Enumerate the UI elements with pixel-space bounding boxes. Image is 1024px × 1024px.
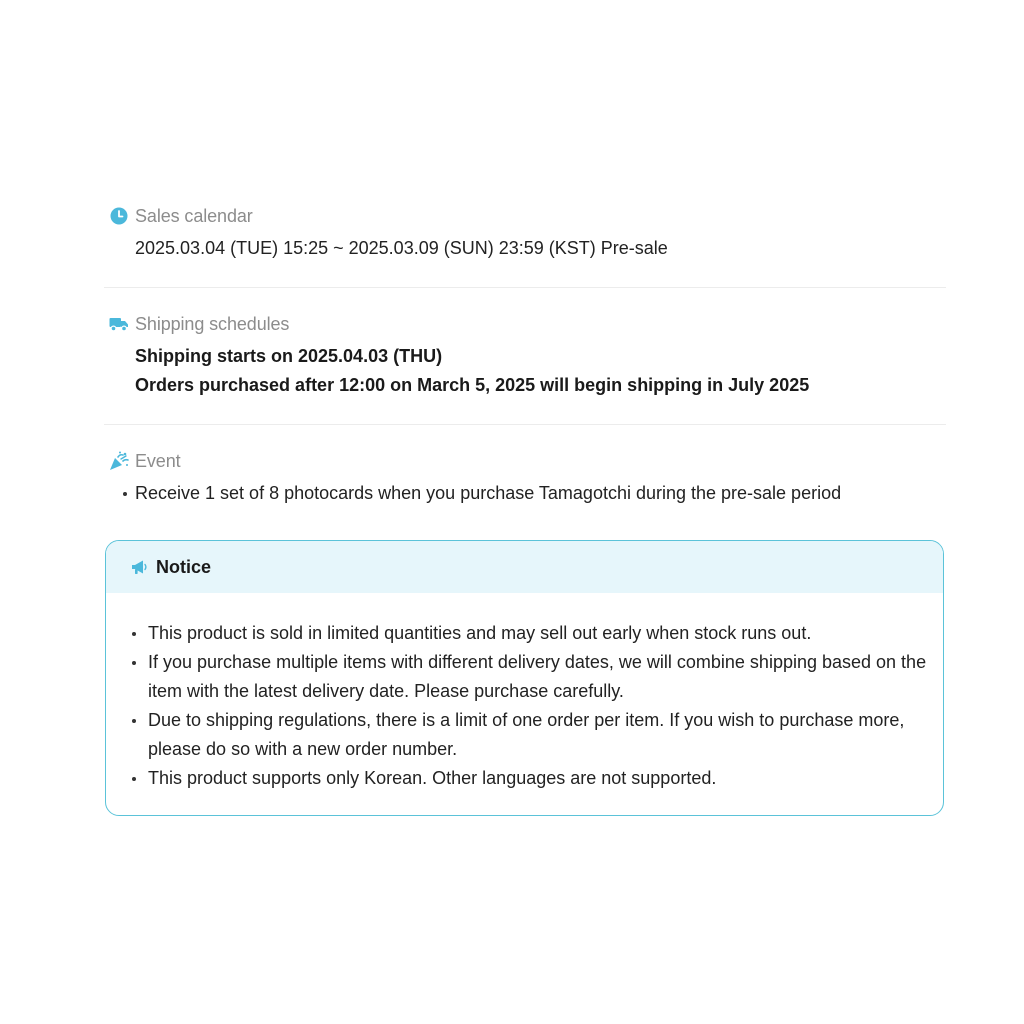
sales-calendar-header	[104, 204, 946, 228]
sales-calendar-title: Sales calendar	[135, 205, 253, 226]
event-list	[104, 479, 946, 508]
list-item: This product is sold in limited quantities and may sell out early when stock runs out.	[132, 619, 927, 648]
shipping-title: Shipping schedules	[135, 313, 290, 334]
list-item: If you purchase multiple items with different delivery dates, we will combine shipping based on the item with the latest delivery date. Please purchase carefully.	[132, 648, 927, 706]
party-popper-icon	[109, 451, 129, 471]
notice-list	[106, 619, 943, 793]
list-item: Receive 1 set of 8 photocards when you purchase Tamagotchi during the pre-sale period	[122, 479, 946, 508]
event-section	[104, 425, 946, 508]
shipping-details	[135, 342, 946, 400]
product-info	[104, 200, 946, 508]
list-item: Due to shipping regulations, there is a limit of one order per item. If you wish to purchase more, please do so with a new order number.	[132, 706, 927, 764]
shipping-late-order-line: Orders purchased after 12:00 on March 5, 2025 will begin shipping in July 2025	[135, 375, 810, 395]
sales-period: 2025.03.04 (TUE) 15:25 ~ 2025.03.09 (SUN) 23:59 (KST) Pre-sale	[135, 238, 668, 258]
megaphone-icon	[130, 558, 148, 576]
shipping-section	[104, 288, 946, 400]
clock-icon	[109, 206, 129, 226]
list-item: This product supports only Korean. Other languages are not supported.	[132, 764, 927, 793]
shipping-header	[104, 312, 946, 336]
truck-icon	[109, 314, 129, 334]
notice-header	[106, 541, 943, 593]
event-title: Event	[135, 450, 181, 471]
shipping-start-line: Shipping starts on 2025.04.03 (THU)	[135, 346, 443, 366]
sales-calendar-section	[104, 200, 946, 263]
event-header	[104, 449, 946, 473]
notice-box	[105, 540, 944, 816]
notice-title: Notice	[156, 556, 212, 577]
